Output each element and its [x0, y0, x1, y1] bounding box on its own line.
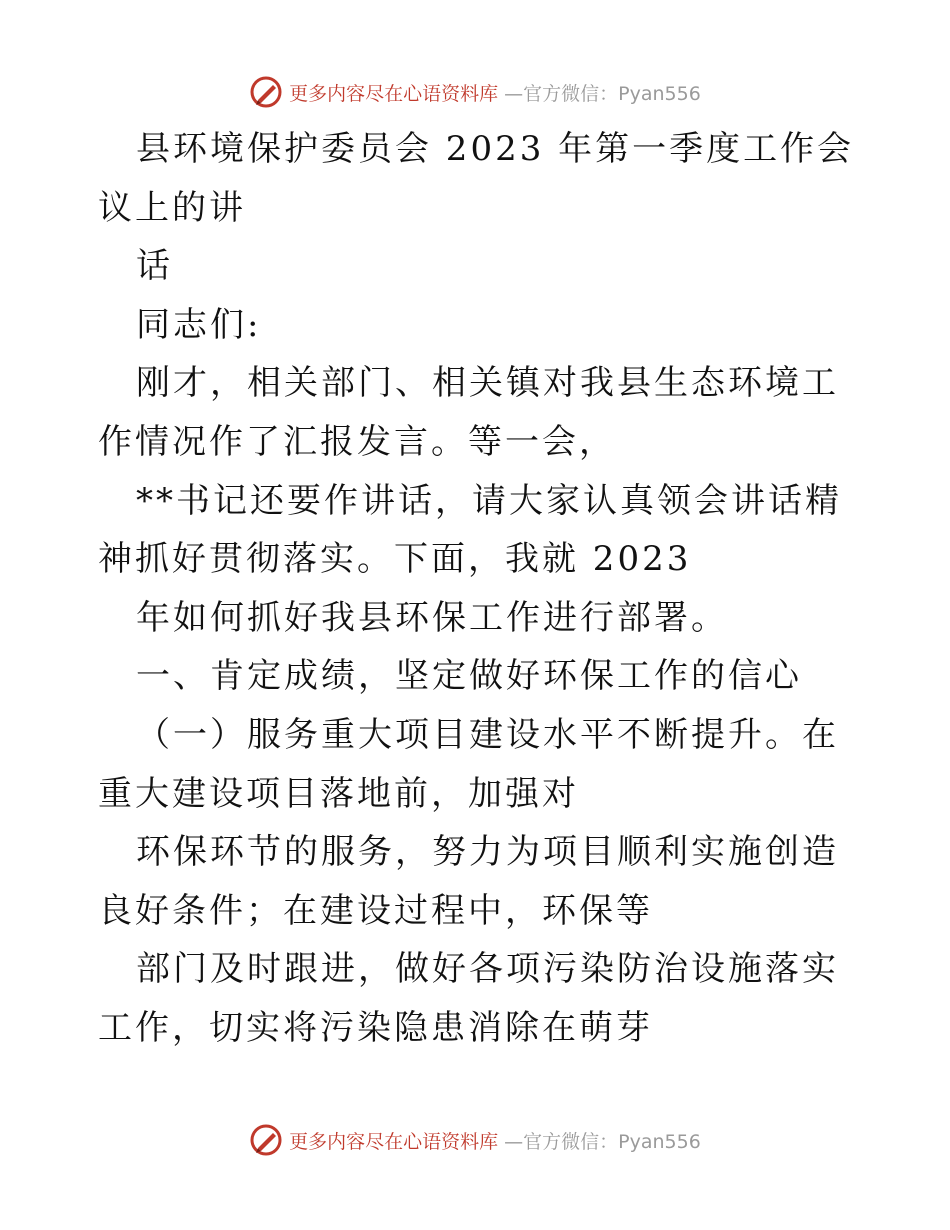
- document-title-line: 县环境保护委员会 2023 年第一季度工作会议上的讲: [98, 129, 855, 228]
- salutation: 同志们:: [136, 304, 262, 345]
- section-heading: 一、肯定成绩，坚定做好环保工作的信心: [136, 656, 802, 697]
- document-body: [98, 120, 858, 1058]
- pen-seal-icon: [249, 1123, 283, 1157]
- body-paragraph: 部门及时跟进，做好各项污染防治设施落实工作，切实将污染隐患消除在萌芽: [98, 949, 839, 1048]
- footer-watermark: [0, 1120, 950, 1160]
- body-paragraph: （一）服务重大项目建设水平不断提升。在重大建设项目落地前，加强对: [98, 714, 839, 814]
- body-paragraph: 年如何抓好我县环保工作进行部署。: [136, 597, 728, 638]
- header-watermark: [0, 72, 950, 112]
- body-paragraph: 刚才，相关部门、相关镇对我县生态环境工作情况作了汇报发言。等一会，: [98, 363, 839, 462]
- watermark-wechat-text: —官方微信：Pyan556: [504, 1130, 701, 1153]
- document-title-continuation: 话: [136, 246, 173, 287]
- watermark-site-text: 更多内容尽在心语资料库: [289, 82, 499, 105]
- pen-seal-icon: [249, 75, 283, 109]
- watermark-wechat-text: —官方微信：Pyan556: [504, 82, 701, 105]
- body-paragraph: **书记还要作讲话，请大家认真领会讲话精神抓好贯彻落实。下面，我就 2023: [98, 480, 842, 580]
- body-paragraph: 环保环节的服务，努力为项目顺利实施创造良好条件；在建设过程中，环保等: [98, 832, 839, 931]
- watermark-site-text: 更多内容尽在心语资料库: [289, 1130, 499, 1153]
